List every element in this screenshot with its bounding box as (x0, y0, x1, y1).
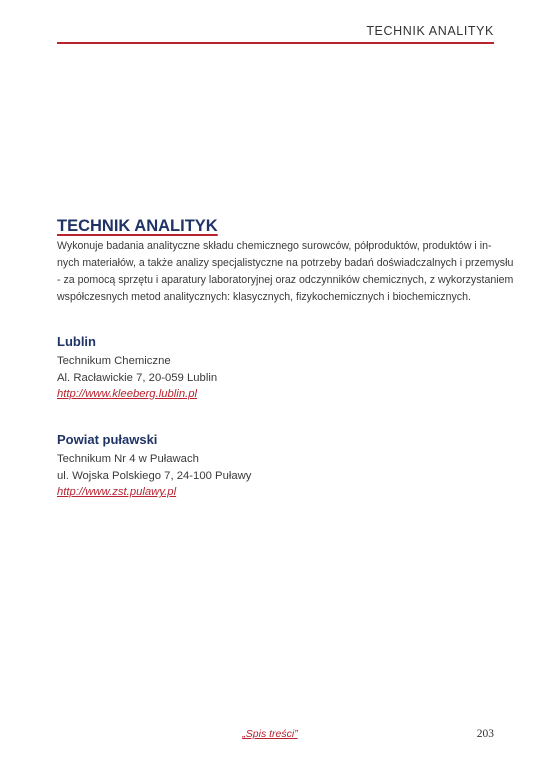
description-line: Wykonuje badania analityczne składu chemicznego surowców, półproduktów, produktów i in- (57, 240, 492, 252)
location-name: Lublin (57, 334, 96, 349)
location-name: Powiat puławski (57, 432, 158, 447)
school-address: ul. Wojska Polskiego 7, 24-100 Puławy (57, 469, 252, 482)
header-title: TECHNIK ANALITYK (366, 24, 494, 38)
location-block-pulawy (57, 432, 251, 501)
description-line: - za pomocą sprzętu i aparatury laboratoryjnej oraz odczynników chemicznych, z wykorzystaniem (57, 274, 514, 286)
profession-description (57, 238, 514, 306)
location-block-lublin (57, 334, 217, 403)
school-website-link[interactable]: http://www.kleeberg.lublin.pl (57, 388, 198, 400)
school-name: Technikum Chemiczne (57, 355, 171, 367)
table-of-contents-link[interactable]: „Spis treści” (242, 728, 298, 740)
school-website-link[interactable]: http://www.zst.pulawy.pl (57, 486, 177, 498)
description-line: nych materiałów, a także analizy specjalistyczne na potrzeby badań doświadczalnych i przemysłu (57, 257, 514, 269)
header-divider (57, 42, 494, 44)
school-address: Al. Racławickie 7, 20-059 Lublin (57, 371, 218, 384)
section-title: TECHNIK ANALITYK (57, 217, 218, 235)
school-name: Technikum Nr 4 w Puławach (57, 453, 199, 465)
description-line: współczesnych metod analitycznych: klasycznych, fizykochemicznych i biochemicznych. (57, 291, 471, 303)
page-number: 203 (476, 728, 494, 740)
